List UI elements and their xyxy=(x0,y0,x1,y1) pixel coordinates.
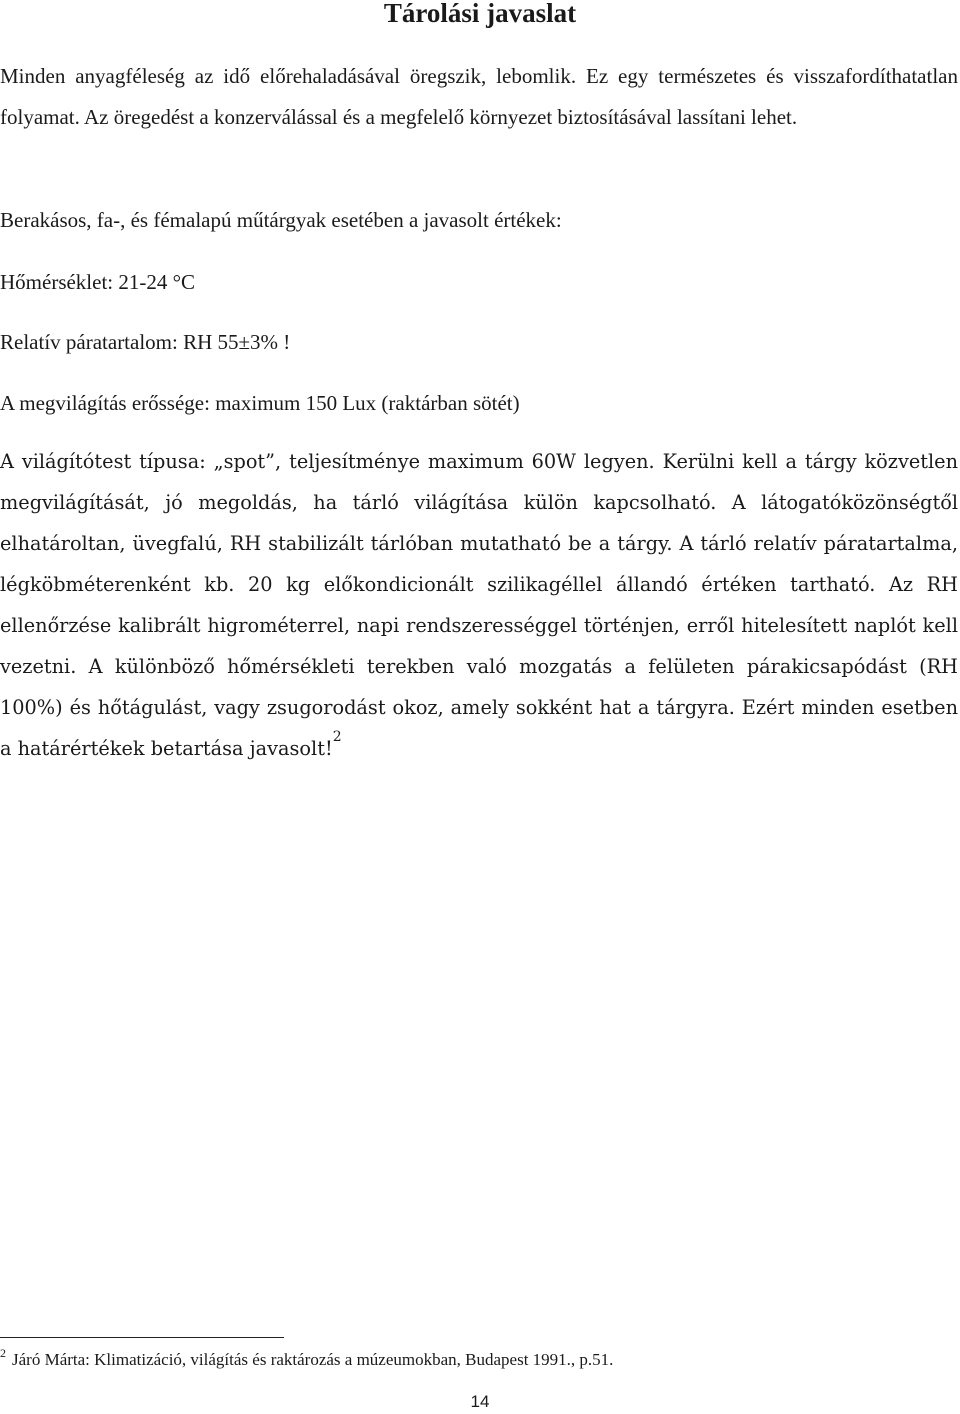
footnote xyxy=(0,1348,613,1372)
intro-paragraph: Minden anyagféleség az idő előrehaladásával öregszik, lebomlik. Ez egy természetes és visszafordíthatatlan folyamat. Az öregedést a konzerválással és a megfelelő környezet biztosításával lassítani lehet. xyxy=(0,64,958,129)
page-number: 14 xyxy=(470,1392,490,1411)
footnote-number: 2 xyxy=(0,1346,6,1360)
page-title: Tárolási javaslat xyxy=(383,0,577,28)
recommended-values-intro: Berakásos, fa-, és fémalapú műtárgyak esetében a javasolt értékek: xyxy=(0,208,562,232)
paragraph-text: A világítótest típusa: „spot”, teljesítménye maximum 60W legyen. Kerülni kell a tárgy közvetlen megvilágítását, jó megoldás, ha tárló világítása külön kapcsolható. A látogatóközönségtől elhatároltan, üvegfalú, RH stabilizált tárlóban mutatható be a tárgy. A tárló relatív páratartalma, légköbméterenként kb. 20 kg előkondicionált szilikagéllel állandó értéken tartható. Az RH ellenőrzése kalibrált higrométerrel, napi rendszerességgel történjen, erről hitelesített naplót kell vezetni. A különböző hőmérsékleti terekben való mozgatás a felületen párakicsapódást (RH 100%) és hőtágulást, vagy zsugorodást okoz, amely sokként hat a tárgyra. Ezért minden esetben a határértékek betartása javasolt! xyxy=(0,450,958,760)
humidity-value: Relatív páratartalom: RH 55±3% ! xyxy=(0,330,291,354)
temperature-value: Hőmérséklet: 21-24 °C xyxy=(0,270,196,294)
lighting-value: A megvilágítás erőssége: maximum 150 Lux (raktárban sötét) xyxy=(0,391,520,415)
lighting-and-storage-paragraph xyxy=(0,441,958,769)
footnote-separator xyxy=(0,1337,284,1338)
footnote-reference[interactable]: 2 xyxy=(332,729,342,745)
footnote-text: Járó Márta: Klimatizáció, világítás és raktározás a múzeumokban, Budapest 1991., p.51. xyxy=(12,1350,614,1369)
